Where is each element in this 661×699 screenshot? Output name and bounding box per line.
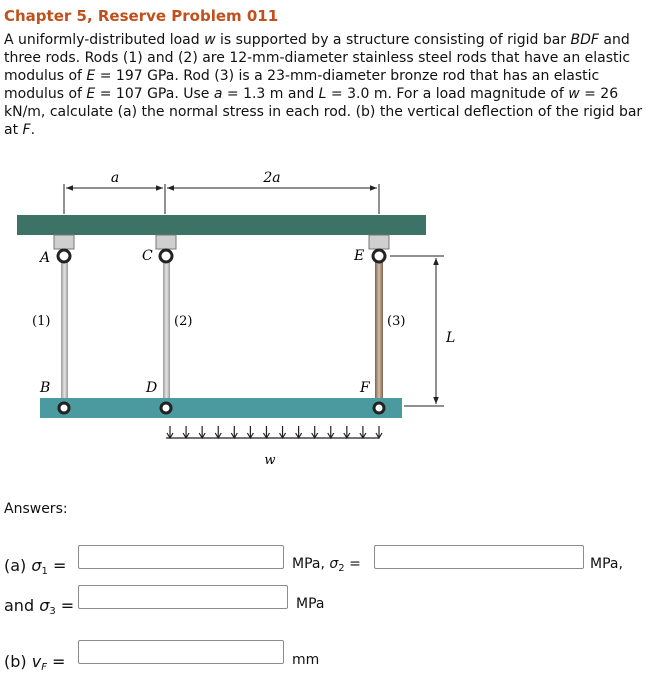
pin-C-bracket (156, 235, 176, 262)
problem-statement: A uniformly-distributed load w is supported by a structure consisting of rigid bar BDF and three rods. Rods (1) and (2) are 12-mm-diameter stainless steel rods that have an elastic modulus of E = 197 GPa. Rod (3) is a 23-mm-diameter bronze rod that has an elastic modulus of E = 107 GPa. Use a = 1.3 m and L = 3.0 m. For a load magnitude of w = 26 kN/m, calculate (a) the normal stress in each rod. (b) the vertical deflection of the rigid bar at F. (4, 32, 643, 138)
distributed-load (166, 426, 382, 438)
vF-unit: mm (292, 652, 320, 668)
dim-L-label: L (446, 330, 456, 346)
structure-figure (0, 170, 470, 480)
vF-input[interactable] (78, 640, 284, 664)
sigma3-input[interactable] (78, 585, 288, 609)
sigma1-label: (a) $\sigma_1$ = (4, 556, 67, 577)
pin-D-label: D (146, 380, 158, 396)
vF-label: (b) $v_F$ = (4, 652, 66, 673)
sigma1-input[interactable] (78, 545, 284, 569)
rod-3 (375, 262, 383, 400)
sigma2-unit: MPa, (590, 556, 623, 572)
dimension-a (64, 170, 379, 214)
pin-C-label: C (142, 248, 153, 264)
pin-F-label: F (360, 380, 370, 396)
pin-A-bracket (54, 235, 74, 262)
answers-heading: Answers: (4, 501, 68, 517)
sigma3-unit: MPa (296, 596, 325, 612)
top-support-beam (17, 215, 426, 235)
pin-E-bracket (369, 235, 389, 262)
rod-2 (163, 262, 170, 400)
rod-3-label: (3) (387, 314, 406, 329)
dimension-L (390, 256, 455, 406)
rigid-bar-BDF (40, 398, 402, 418)
rod-2-label: (2) (174, 314, 193, 329)
pin-E-label: E (354, 248, 365, 264)
rod-1-label: (1) (32, 314, 51, 329)
sigma2-input[interactable] (374, 545, 584, 569)
sigma3-label: and $\sigma_3$ = (4, 596, 75, 617)
dimension-2a (167, 170, 377, 188)
rod-1 (61, 262, 68, 400)
dim-2a-label: 2a (263, 170, 281, 186)
sigma1-unit-sigma2-label: MPa, $\sigma_2$ = (292, 556, 361, 574)
pin-B-label: B (40, 380, 51, 396)
pin-A-label: A (40, 250, 51, 266)
dim-a-label: a (110, 170, 120, 186)
problem-title: Chapter 5, Reserve Problem 011 (4, 7, 279, 25)
load-w-label: w (264, 453, 276, 468)
